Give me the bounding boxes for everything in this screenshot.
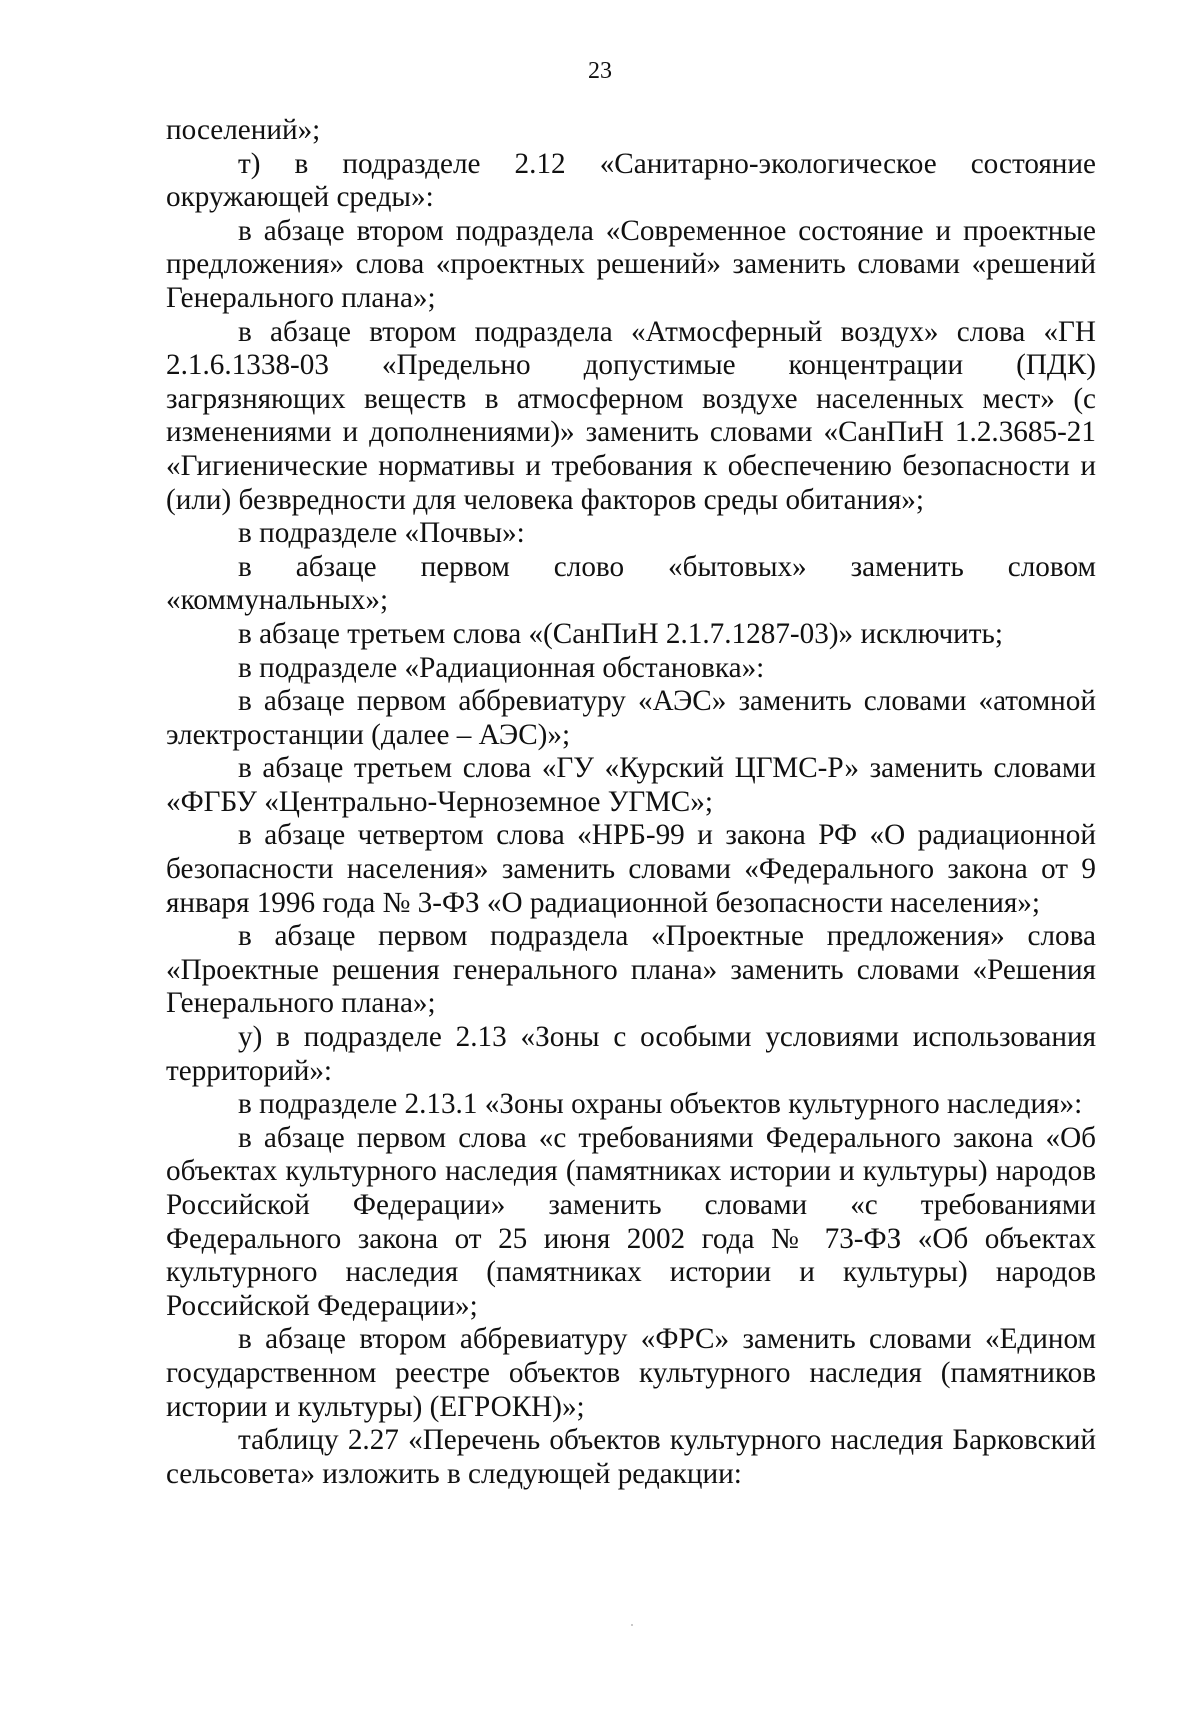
paragraph: в подразделе «Радиационная обстановка»:	[238, 651, 765, 684]
paragraph: в абзаце втором подраздела «Атмосферный воздух» слова «ГН 2.1.6.1338-03 «Предельно допустимые концентрации (ПДК) загрязняющих веществ в атмосферном воздухе населенных мест» (с изменениями и дополнениями)» заменить словами «СанПиН 1.2.3685-21 «Гигиенические нормативы и требования к обеспечению безопасности и (или) безвредности для человека факторов среды обитания»;	[166, 315, 1096, 516]
paragraph: поселений»;	[166, 114, 321, 146]
paragraph: в абзаце первом слова «с требованиями Федерального закона «Об объектах культурного наследия (памятниках истории и культуры) народов Российской Федерации» заменить словами «с требованиями Федерального закона от 25 июня 2002 года № 73-ФЗ «Об объектах культурного наследия (памятниках истории и культуры) народов Российской Федерации»;	[166, 1121, 1096, 1322]
paragraph: в подразделе 2.13.1 «Зоны охраны объектов культурного наследия»:	[238, 1088, 1083, 1121]
scan-artifact-dot	[631, 1624, 633, 1626]
paragraph: в абзаце втором аббревиатуру «ФРС» заменить словами «Едином государственном реестре объектов культурного наследия (памятников истории и культуры) (ЕГРОКН)»;	[166, 1323, 1096, 1423]
paragraph: в абзаце первом подраздела «Проектные предложения» слова «Проектные решения генерального плана» заменить словами «Решения Генерального плана»;	[166, 920, 1096, 1020]
paragraph: в подразделе «Почвы»:	[238, 517, 525, 550]
paragraph: т) в подразделе 2.12 «Санитарно-экологическое состояние окружающей среды»:	[166, 147, 1096, 214]
paragraph: таблицу 2.27 «Перечень объектов культурного наследия Барковский сельсовета» изложить в следующей редакции:	[166, 1424, 1096, 1490]
page-number: 23	[588, 58, 612, 84]
paragraph: у) в подразделе 2.13 «Зоны с особыми условиями использования территорий»:	[166, 1021, 1096, 1087]
paragraph: в абзаце первом аббревиатуру «АЭС» заменить словами «атомной электростанции (далее – АЭС)»;	[166, 685, 1096, 751]
paragraph: в абзаце третьем слова «(СанПиН 2.1.7.1287-03)» исключить;	[238, 617, 1003, 650]
paragraph: в абзаце втором подраздела «Современное состояние и проектные предложения» слова «проектных решений» заменить словами «решений Генерального плана»;	[166, 214, 1096, 314]
paragraph: в абзаце третьем слова «ГУ «Курский ЦГМС-Р» заменить словами «ФГБУ «Центрально-Черноземное УГМС»;	[166, 752, 1096, 818]
paragraph: в абзаце первом слово «бытовых» заменить словом «коммунальных»;	[166, 550, 1096, 617]
document-body	[166, 114, 1096, 1491]
paragraph: в абзаце четвертом слова «НРБ-99 и закона РФ «О радиационной безопасности населения» заменить словами «Федерального закона от 9 января 1996 года № 3-ФЗ «О радиационной безопасности населения»;	[166, 819, 1096, 919]
